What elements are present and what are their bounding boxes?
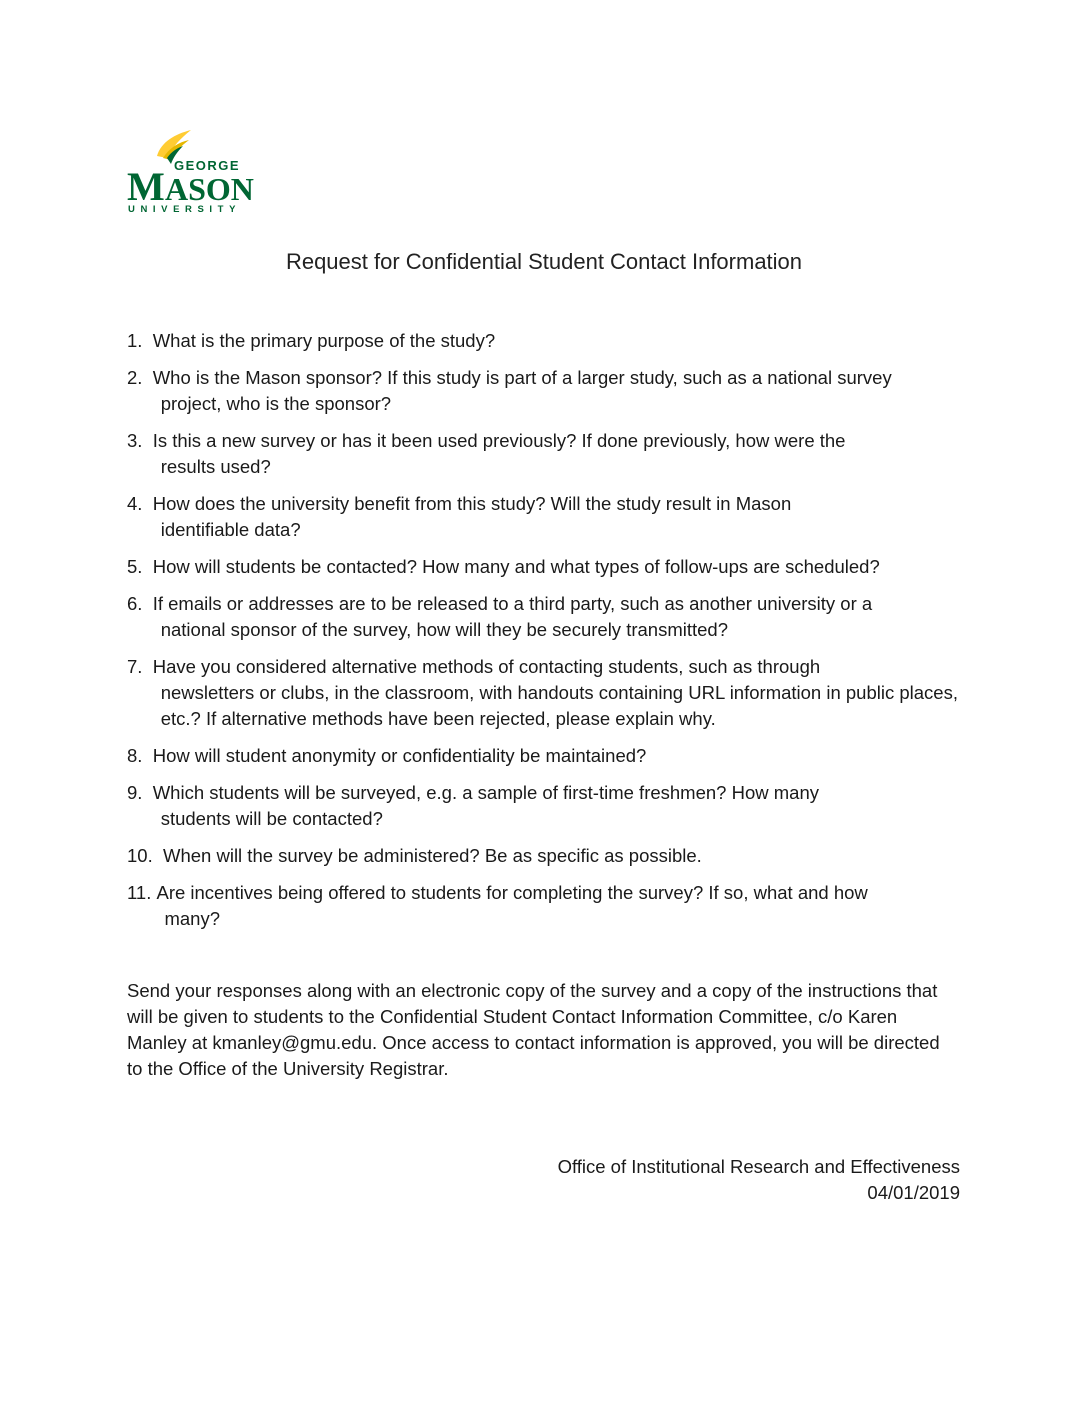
question-item bbox=[127, 843, 967, 869]
question-text: How will student anonymity or confidentiality be maintained? bbox=[152, 745, 647, 766]
question-number: 5. bbox=[127, 556, 153, 577]
question-text: Which students will be surveyed, e.g. a sample of first-time freshmen? How many bbox=[152, 782, 819, 803]
question-text-continued: results used? bbox=[160, 456, 271, 477]
question-item bbox=[127, 743, 967, 769]
question-item bbox=[127, 654, 967, 732]
question-item bbox=[127, 491, 967, 543]
logo-university-text: UNIVERSITY bbox=[128, 204, 242, 214]
question-text: Are incentives being offered to students for completing the survey? If so, what and how bbox=[156, 882, 868, 903]
question-number: 7. bbox=[127, 656, 153, 677]
question-number: 3. bbox=[127, 430, 153, 451]
question-text: Have you considered alternative methods of contacting students, such as through bbox=[152, 656, 821, 677]
question-text-continued: project, who is the sponsor? bbox=[160, 393, 392, 414]
question-text: When will the survey be administered? Be as specific as possible. bbox=[163, 845, 702, 866]
question-item bbox=[127, 591, 967, 643]
question-item bbox=[127, 428, 967, 480]
question-item bbox=[127, 328, 967, 354]
logo-george-text: GEORGE bbox=[174, 158, 241, 173]
question-number: 10. bbox=[127, 845, 163, 866]
question-text: How will students be contacted? How many and what types of follow-ups are scheduled? bbox=[152, 556, 880, 577]
question-number: 11. bbox=[127, 882, 157, 903]
question-number: 6. bbox=[127, 593, 153, 614]
question-list bbox=[127, 328, 967, 943]
question-item bbox=[127, 780, 967, 832]
question-number: 2. bbox=[127, 367, 153, 388]
document-date: 04/01/2019 bbox=[867, 1182, 960, 1203]
question-text: What is the primary purpose of the study? bbox=[152, 330, 496, 351]
question-text: Is this a new survey or has it been used previously? If done previously, how were the bbox=[152, 430, 846, 451]
question-number: 1. bbox=[127, 330, 153, 351]
question-text: Who is the Mason sponsor? If this study is part of a larger study, such as a national survey bbox=[152, 367, 892, 388]
question-number: 4. bbox=[127, 493, 153, 514]
signature-block bbox=[558, 1154, 960, 1206]
question-number: 9. bbox=[127, 782, 153, 803]
question-text-continued: identifiable data? bbox=[160, 519, 301, 540]
instructions-paragraph: Send your responses along with an electronic copy of the survey and a copy of the instructions that will be given to students to the Confidential Student Contact Information Committee, c/o Karen Manley at kmanley@gmu.edu. Once access to contact information is approved, you will be directed to the Office of the University Registrar. bbox=[127, 980, 940, 1079]
question-text: How does the university benefit from this study? Will the study result in Mason bbox=[152, 493, 792, 514]
question-text-continued: many? bbox=[164, 908, 221, 929]
george-mason-logo bbox=[127, 128, 259, 214]
question-text: If emails or addresses are to be released to a third party, such as another university or a bbox=[152, 593, 873, 614]
question-item bbox=[127, 880, 967, 932]
question-text-continued: students will be contacted? bbox=[160, 808, 383, 829]
question-item bbox=[127, 554, 967, 580]
question-text-continued: national sponsor of the survey, how will they be securely transmitted? bbox=[160, 619, 728, 640]
question-item bbox=[127, 365, 967, 417]
question-text-continued: newsletters or clubs, in the classroom, with handouts containing URL information in public places, etc.? If alternative methods have been rejected, please explain why. bbox=[160, 682, 958, 729]
office-name: Office of Institutional Research and Effectiveness bbox=[557, 1156, 960, 1177]
logo-mason-text: M bbox=[127, 164, 165, 209]
question-number: 8. bbox=[127, 745, 153, 766]
logo-ason-text: ASON bbox=[165, 171, 254, 207]
page-title: Request for Confidential Student Contact Information bbox=[285, 249, 803, 274]
